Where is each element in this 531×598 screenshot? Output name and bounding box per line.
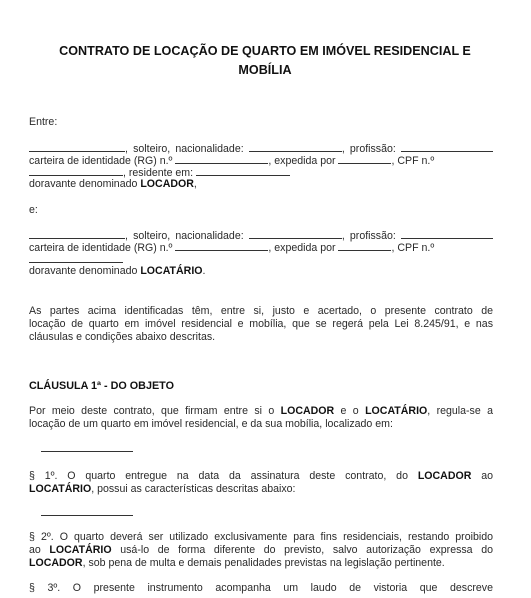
party1-denominated: doravante denominado (29, 178, 141, 190)
role-locatario: LOCATÁRIO (49, 544, 112, 556)
blank-rg (175, 154, 268, 164)
par2-line1: § 2º. O quarto deverá ser utilizado exclusivamente para fins residenciais, restando proibido (29, 531, 493, 543)
blank-cpf (29, 166, 123, 176)
party2-rg-label: carteira de identidade (RG) n.º (29, 242, 176, 254)
par2-text-d: , sob pena de multa e demais penalidades previstas na legislação pertinente. (82, 557, 445, 569)
party1-end: , (193, 178, 197, 190)
party1-text-b: , profissão: (341, 143, 401, 155)
par2-line3 (29, 557, 493, 570)
party1-cpf-label: , CPF n.º (391, 155, 435, 167)
party2-text-b: , profissão: (341, 230, 401, 242)
par1-text-b: , possui as características descritas abaixo: (91, 483, 296, 495)
characteristics-blank-line (41, 515, 133, 516)
par1-text-c: ao (471, 470, 494, 482)
role-locatario: LOCATÁRIO (29, 483, 92, 495)
role-locador: LOCADOR (29, 557, 83, 569)
party2-end: . (202, 265, 206, 277)
par2-text-a: ao (29, 544, 50, 556)
clause1-text-a: Por meio deste contrato, que firmam entre si o (29, 405, 281, 417)
party1-rg-label: carteira de identidade (RG) n.º (29, 155, 176, 167)
address-blank-line (41, 451, 133, 452)
clause1-text-d: , regula-se a (427, 405, 493, 417)
party2-text-a: , solteiro, nacionalidade: (125, 230, 249, 242)
party1-expedida-label: , expedida por (268, 155, 339, 167)
party2-line4 (29, 265, 493, 278)
blank-nationality (249, 229, 342, 239)
par1-text-a: § 1º. O quarto entregue na data da assinatura deste contrato, do (29, 470, 418, 482)
role-locatario: LOCATÁRIO (365, 405, 428, 417)
clause1-text-c: e o (334, 405, 366, 417)
party1-residence-label: , residente em: (123, 167, 197, 179)
par2-text-c: usá-lo de forma diferente do previsto, salvo autorização expressa do (111, 544, 493, 556)
role-locador: LOCADOR (140, 178, 194, 190)
par1-line1 (29, 470, 493, 483)
blank-profession (401, 229, 493, 239)
blank-expedida (338, 241, 391, 251)
intro-line1: As partes acima identificadas têm, entre si, justo e acertado, o presente contrato de (29, 305, 493, 317)
role-locador: LOCADOR (280, 405, 335, 417)
par3-line1: § 3º. O presente instrumento acompanha um laudo de vistoria que descreve (29, 582, 493, 594)
role-locador: LOCADOR (417, 470, 472, 482)
intro-line3: cláusulas e condições abaixo descritas. (29, 331, 216, 343)
clause1-line2: locação de um quarto em imóvel residencial, e da sua mobília, localizado em: (29, 418, 393, 430)
role-locatario: LOCATÁRIO (140, 265, 203, 277)
blank-expedida (338, 154, 391, 164)
par2-line2 (29, 544, 493, 557)
party1-line4 (29, 178, 493, 191)
e-label: e: (29, 204, 38, 216)
blank-nationality (249, 142, 342, 152)
par1-line2 (29, 483, 493, 496)
blank-rg (175, 241, 268, 251)
clause1-line1 (29, 405, 493, 418)
intro-line2: locação de quarto em imóvel residencial e mobília, que se regerá pela Lei 8.245/91, e nas (29, 318, 493, 330)
blank-residence (196, 166, 290, 176)
entre-label: Entre: (29, 116, 58, 128)
contract-title: CONTRATO DE LOCAÇÃO DE QUARTO EM IMÓVEL RESIDENCIAL E MOBÍLIA (59, 44, 471, 77)
party2-expedida-label: , expedida por (268, 242, 339, 254)
blank-name (29, 142, 125, 152)
party2-denominated: doravante denominado (29, 265, 141, 277)
party1-text-a: , solteiro, nacionalidade: (125, 143, 249, 155)
clause1-heading: CLÁUSULA 1ª - DO OBJETO (29, 380, 174, 392)
blank-profession (401, 142, 493, 152)
blank-name (29, 229, 125, 239)
party2-cpf-label: , CPF n.º (391, 242, 435, 254)
blank-cpf (29, 253, 123, 263)
